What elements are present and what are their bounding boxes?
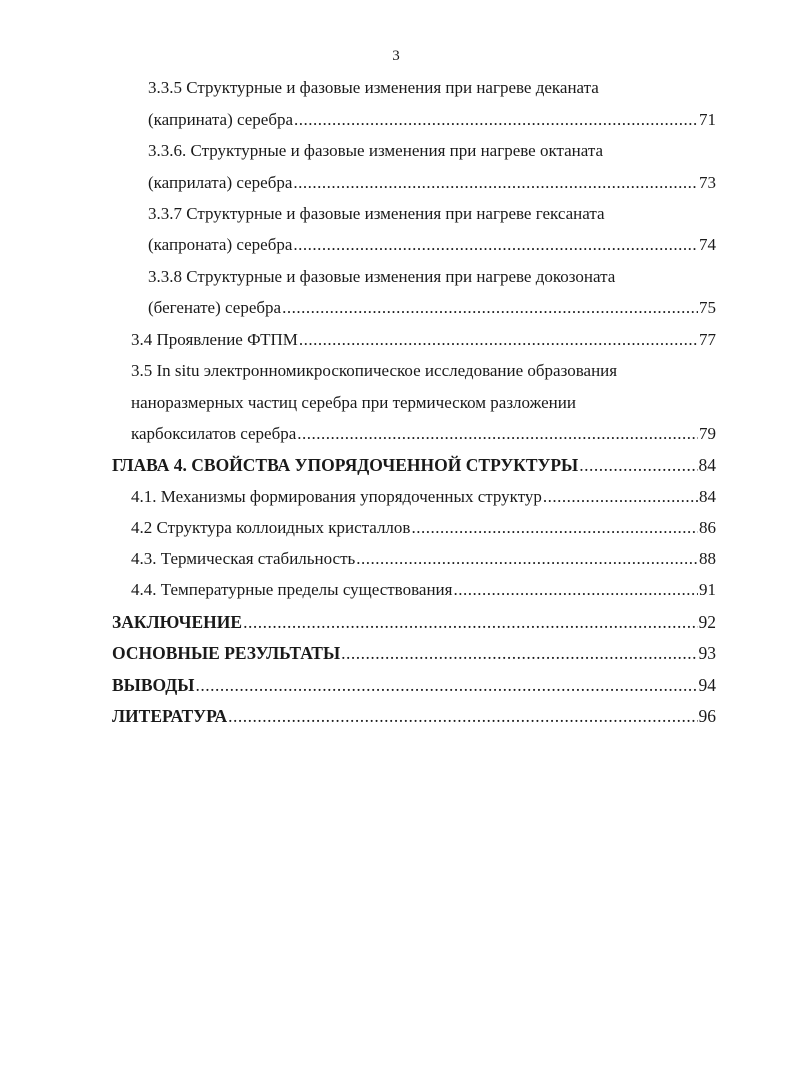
- leader-dots: [293, 173, 698, 193]
- toc-page-number: 71: [699, 110, 716, 129]
- leader-dots: [341, 643, 697, 663]
- leader-dots: [579, 455, 697, 475]
- leader-dots: [282, 298, 698, 318]
- leader-dots: [294, 110, 698, 130]
- page-number: 3: [392, 48, 400, 64]
- toc-entry-text: (каприната) серебра: [148, 110, 294, 129]
- toc-chapter-text: ГЛАВА 4. СВОЙСТВА УПОРЯДОЧЕННОЙ СТРУКТУРЫ: [112, 455, 579, 475]
- toc-references[interactable]: [112, 706, 716, 726]
- toc-entry-text: 4.3. Термическая стабильность: [131, 549, 356, 568]
- toc-findings[interactable]: [112, 675, 716, 695]
- toc-entry-3-3-6-title: 3.3.6. Структурные и фазовые изменения при нагреве октаната: [148, 141, 604, 160]
- toc-chapter-text: ОСНОВНЫЕ РЕЗУЛЬТАТЫ: [112, 643, 341, 663]
- toc-entry-4-4[interactable]: [131, 580, 716, 600]
- toc-entry-3-5[interactable]: [131, 424, 716, 444]
- leader-dots: [411, 518, 698, 538]
- toc-conclusion[interactable]: [112, 612, 716, 632]
- toc-entry-text: 3.4 Проявление ФТПМ: [131, 330, 298, 349]
- toc-entry-3-5-title: 3.5 In situ электронномикроскопическое исследование образования: [131, 361, 618, 380]
- toc-main-results[interactable]: [112, 643, 716, 663]
- toc-entry-3-3-7-title: 3.3.7 Структурные и фазовые изменения при нагреве гексаната: [148, 204, 605, 223]
- toc-entry-text: (бегенате) серебра: [148, 298, 282, 317]
- toc-page-number: 92: [698, 612, 716, 632]
- toc-entry-3-4[interactable]: [131, 330, 716, 350]
- toc-page-number: 93: [698, 643, 716, 663]
- toc-entry-text: 4.2 Структура коллоидных кристаллов: [131, 518, 411, 537]
- leader-dots: [297, 424, 698, 444]
- toc-chapter-text: ЛИТЕРАТУРА: [112, 706, 228, 726]
- leader-dots: [543, 487, 698, 507]
- toc-page-number: 88: [699, 549, 716, 568]
- toc-page-number: 86: [699, 518, 716, 537]
- toc-entry-4-1[interactable]: [131, 487, 716, 507]
- toc-page-number: 77: [699, 330, 716, 349]
- toc-chapter-text: ВЫВОДЫ: [112, 675, 195, 695]
- toc-entry-3-3-8-title: 3.3.8 Структурные и фазовые изменения при нагреве докозоната: [148, 267, 616, 286]
- toc-chapter-text: ЗАКЛЮЧЕНИЕ: [112, 612, 243, 632]
- toc-entry-4-2[interactable]: [131, 518, 716, 538]
- leader-dots: [293, 235, 698, 255]
- toc-entry-text: 4.4. Температурные пределы существования: [131, 580, 453, 599]
- leader-dots: [196, 675, 698, 695]
- toc-page-number: 96: [698, 706, 716, 726]
- toc-chapter-4[interactable]: [112, 455, 716, 475]
- leader-dots: [228, 706, 697, 726]
- toc-page-number: 91: [699, 580, 716, 599]
- toc-page-number: 94: [698, 675, 716, 695]
- toc-entry-text: (капроната) серебра: [148, 235, 293, 254]
- toc-entry-text: 4.1. Механизмы формирования упорядоченных структур: [131, 487, 542, 506]
- toc-page-number: 84: [699, 487, 716, 506]
- leader-dots: [299, 330, 698, 350]
- toc-page-number: 73: [699, 173, 716, 192]
- toc-entry-3-3-8[interactable]: [148, 298, 716, 318]
- toc-entry-3-3-5[interactable]: [148, 110, 716, 130]
- toc-page-number: 74: [699, 235, 716, 254]
- toc-entry-3-3-6[interactable]: [148, 173, 716, 193]
- toc-entry-3-5-continuation: наноразмерных частиц серебра при термическом разложении: [131, 393, 576, 412]
- toc-entry-3-3-5-title: 3.3.5 Структурные и фазовые изменения при нагреве деканата: [148, 78, 599, 97]
- toc-entry-3-3-7[interactable]: [148, 235, 716, 255]
- leader-dots: [356, 549, 698, 569]
- leader-dots: [243, 612, 697, 632]
- toc-entry-4-3[interactable]: [131, 549, 716, 569]
- leader-dots: [453, 580, 698, 600]
- toc-entry-text: карбоксилатов серебра: [131, 424, 297, 443]
- toc-entry-text: (каприлата) серебра: [148, 173, 293, 192]
- toc-page-number: 84: [698, 455, 716, 475]
- toc-page-number: 79: [699, 424, 716, 443]
- toc-page-number: 75: [699, 298, 716, 317]
